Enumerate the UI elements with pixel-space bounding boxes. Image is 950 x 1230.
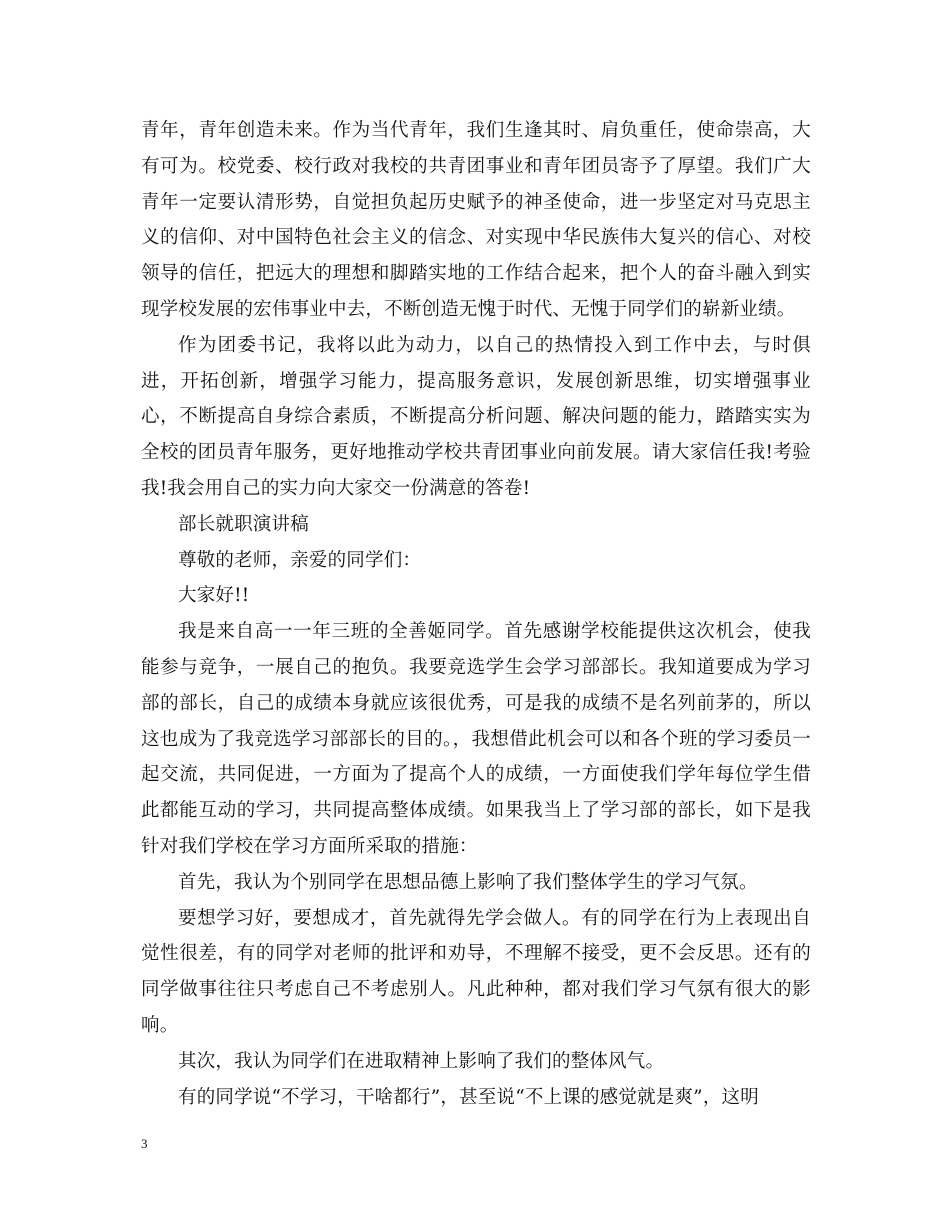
paragraph: 其次，我认为同学们在进取精神上影响了我们的整体风气。: [178, 1050, 665, 1072]
page-number: 3: [141, 1136, 148, 1151]
paragraph: 首先，我认为个别同学在思想品德上影响了我们整体学生的学习气氛。: [178, 871, 758, 893]
salutation: 尊敬的老师，亲爱的同学们：: [178, 549, 422, 571]
paragraph: 有的同学说“不学习，干啥都行”，甚至说“不上课的感觉就是爽”，这明: [178, 1086, 759, 1108]
paragraph: 青年，青年创造未来。作为当代青年，我们生逢其时、肩负重任，使命崇高，大有可为。校党委、校行政对我校的共青团事业和青年团员寄予了厚望。我们广大青年一定要认清形势，自觉担负起历史赋予的神圣使命，进一步坚定对马克思主义的信仰、对中国特色社会主义的信念、对实现中华民族伟大复兴的信心、对校领导的信任，把远大的理想和脚踏实地的工作结合起来，把个人的奋斗融入到实现学校发展的宏伟事业中去，不断创造无愧于时代、无愧于同学们的崭新业绩。: [141, 120, 811, 320]
section-heading: 部长就职演讲稿: [178, 513, 309, 535]
paragraph: 我是来自高一一年三班的全善姬同学。首先感谢学校能提供这次机会，使我能参与竞争，一展自己的抱负。我要竞选学生会学习部部长。我知道要成为学习部的部长，自己的成绩本身就应该很优秀，可是我的成绩不是名列前茅的，所以这也成为了我竞选学习部部长的目的。，我想借此机会可以和各个班的学习委员一起交流，共同促进，一方面为了提高个人的成绩，一方面使我们学年每位学生借此都能互动的学习，共同提高整体成绩。如果我当上了学习部的部长，如下是我针对我们学校在学习方面所采取的措施：: [141, 621, 811, 857]
greeting: 大家好!!: [178, 585, 250, 607]
paragraph: 要想学习好，要想成才，首先就得先学会做人。有的同学在行为上表现出自觉性很差，有的同学对老师的批评和劝导，不理解不接受，更不会反思。还有的同学做事往往只考虑自己不考虑别人。凡此种种，都对我们学习气氛有很大的影响。: [141, 907, 811, 1036]
paragraph: 作为团委书记，我将以此为动力，以自己的热情投入到工作中去，与时俱进，开拓创新，增强学习能力，提高服务意识，发展创新思维，切实增强事业心，不断提高自身综合素质，不断提高分析问题、解决问题的能力，踏踏实实为全校的团员青年服务，更好地推动学校共青团事业向前发展。请大家信任我!考验我!我会用自己的实力向大家交一份满意的答卷!: [141, 334, 811, 499]
document-body: [141, 113, 811, 1115]
